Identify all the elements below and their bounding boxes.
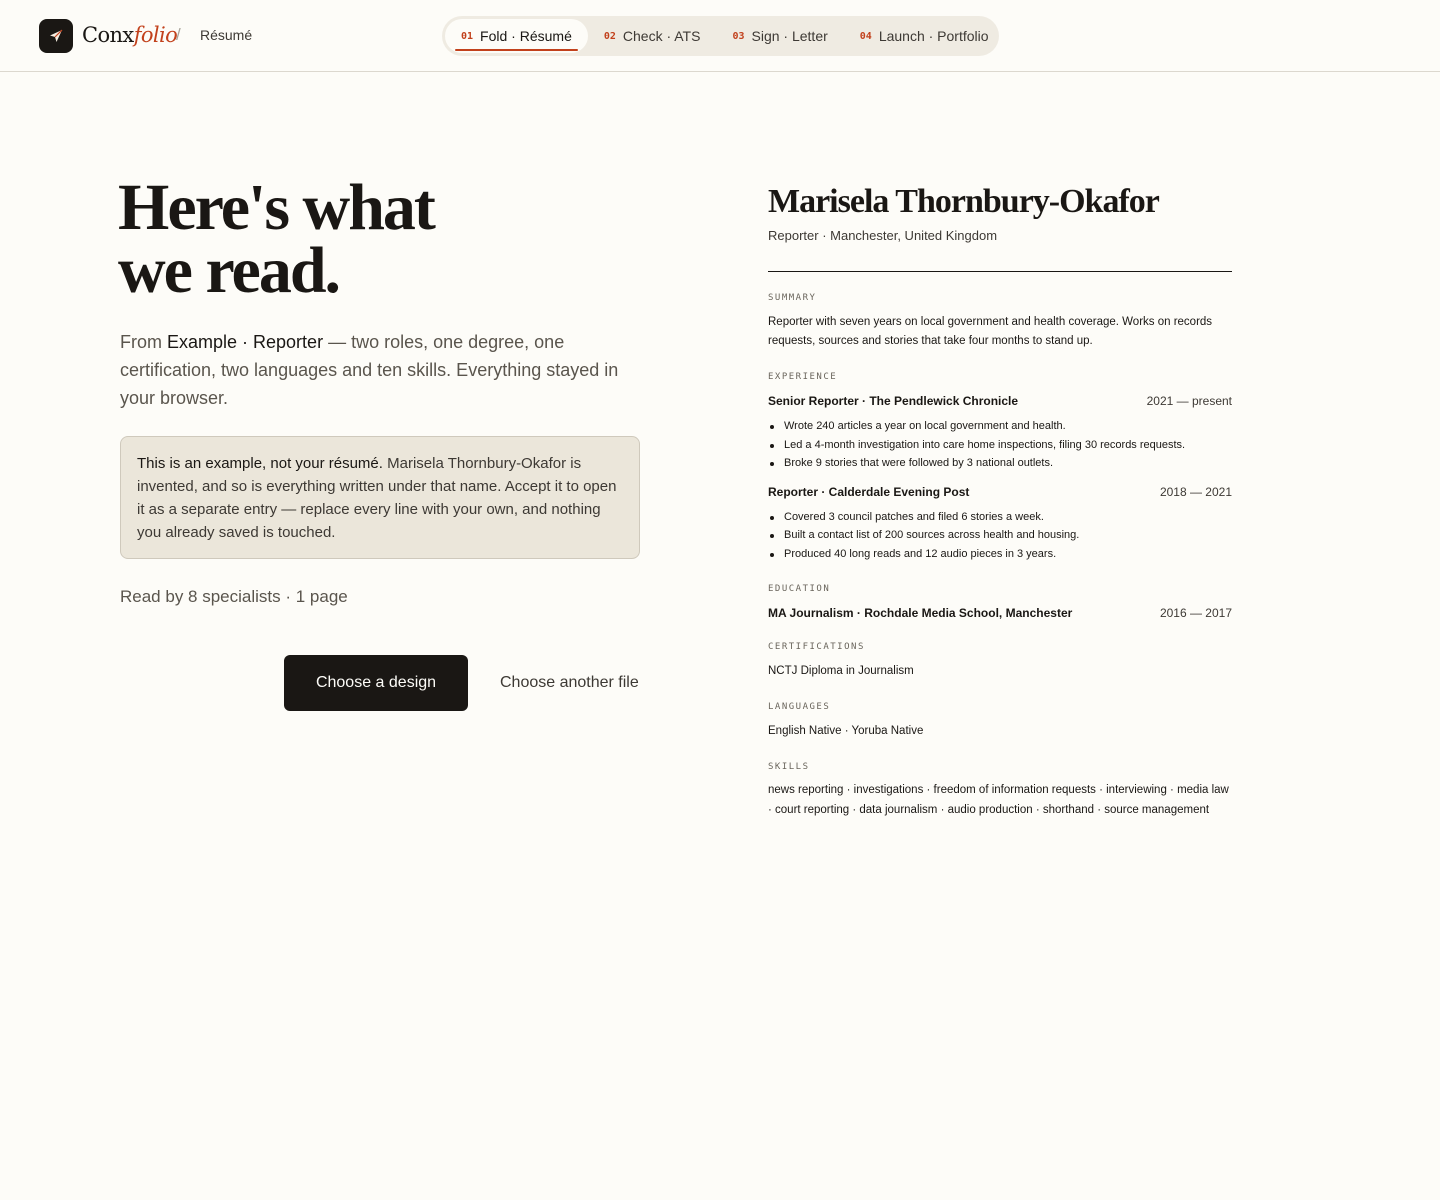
resume-preview (768, 180, 1232, 820)
step-label: Sign · Letter (751, 28, 828, 44)
tab-fold-resume[interactable] (445, 19, 588, 53)
read-meta: Read by 8 specialists · 1 page (120, 587, 348, 606)
example-notice (120, 436, 640, 559)
brand-wordmark[interactable] (82, 22, 177, 48)
education-entry (768, 605, 1232, 621)
tab-launch-portfolio[interactable] (844, 19, 1005, 53)
job-title: Reporter · Calderdale Evening Post (768, 484, 970, 499)
list-item: Produced 40 long reads and 12 audio pieces in 3 years. (768, 545, 1232, 564)
job-dates: 2021 — present (1146, 394, 1232, 408)
page-title (118, 171, 598, 307)
step-label: Fold · Résumé (480, 28, 572, 44)
paper-plane-icon (48, 28, 64, 44)
step-number: 01 (461, 30, 474, 42)
section-heading-skills: SKILLS (768, 762, 810, 772)
section-heading-education: EDUCATION (768, 584, 831, 594)
list-item: Wrote 240 articles a year on local government and health. (768, 417, 1232, 436)
resume-name: Marisela Thornbury-Okafor (768, 183, 1159, 220)
lede-suffix: — two roles, one degree, one certification, two languages and ten skills. Everything stayed in your browser. (120, 332, 619, 408)
job-bullets (768, 417, 1232, 473)
tab-sign-letter[interactable] (716, 19, 843, 53)
step-number: 04 (859, 30, 872, 42)
notice-lead: This is an example, not your résumé. (137, 455, 383, 472)
list-item: Built a contact list of 200 sources across health and housing. (768, 526, 1232, 545)
choose-another-file-link[interactable]: Choose another file (500, 674, 639, 691)
section-heading-experience: EXPERIENCE (768, 372, 838, 382)
section-heading-languages: LANGUAGES (768, 702, 831, 712)
step-label: Check · ATS (622, 28, 701, 44)
page-title-line-2: we read. (118, 234, 340, 307)
step-tabs (442, 16, 999, 56)
lede-prefix: From (120, 332, 167, 352)
intro-summary (120, 328, 640, 412)
brand-main: Conx (82, 23, 134, 47)
step-label: Launch · Portfolio (878, 28, 989, 44)
section-heading-summary: SUMMARY (768, 293, 817, 303)
resume-subtitle: Reporter · Manchester, United Kingdom (768, 228, 998, 243)
top-bar (0, 0, 1440, 72)
job-title: Senior Reporter · The Pendlewick Chronicle (768, 394, 1019, 408)
notice-body: Marisela Thornbury-Okafor is invented, and so is everything written under that name. Accept it to open it as a separate entry — replace every line with your own, and nothing you already saved is touched. (137, 455, 617, 541)
section-heading-certifications: CERTIFICATIONS (768, 642, 865, 652)
logo-paper-plane-icon[interactable] (39, 19, 73, 53)
list-item: Covered 3 council patches and filed 6 stories a week. (768, 508, 1232, 527)
education-title: MA Journalism · Rochdale Media School, Manchester (768, 606, 1073, 620)
breadcrumb-current: Résumé (200, 27, 253, 43)
breadcrumb-separator: / (176, 25, 181, 44)
step-number: 02 (603, 30, 616, 42)
list-item: Broke 9 stories that were followed by 3 national outlets. (768, 454, 1232, 473)
job-dates: 2018 — 2021 (1159, 484, 1232, 499)
job-bullets (768, 508, 1232, 564)
certifications: NCTJ Diploma in Journalism (768, 665, 914, 677)
languages: English Native · Yoruba Native (768, 725, 924, 737)
brand-accent: folio (133, 23, 178, 47)
choose-design-button[interactable]: Choose a design (284, 655, 468, 711)
education-dates: 2016 — 2017 (1159, 606, 1232, 620)
list-item: Led a 4-month investigation into care home inspections, filing 30 records requests. (768, 436, 1232, 455)
step-number: 03 (732, 30, 745, 42)
resume-divider (768, 271, 1232, 272)
job-header (768, 484, 1232, 500)
job-header (768, 393, 1232, 409)
skills: news reporting · investigations · freedom of information requests · interviewing · media law · court reporting · data journalism · audio production · shorthand · source management (768, 784, 1229, 816)
resume-summary: Reporter with seven years on local government and health coverage. Works on records requests, sources and stories that take four months to stand up. (768, 316, 1213, 347)
page-title-line-1: Here's what (118, 171, 434, 244)
lede-source: Example · Reporter (167, 332, 324, 352)
tab-check-ats[interactable] (588, 19, 717, 53)
